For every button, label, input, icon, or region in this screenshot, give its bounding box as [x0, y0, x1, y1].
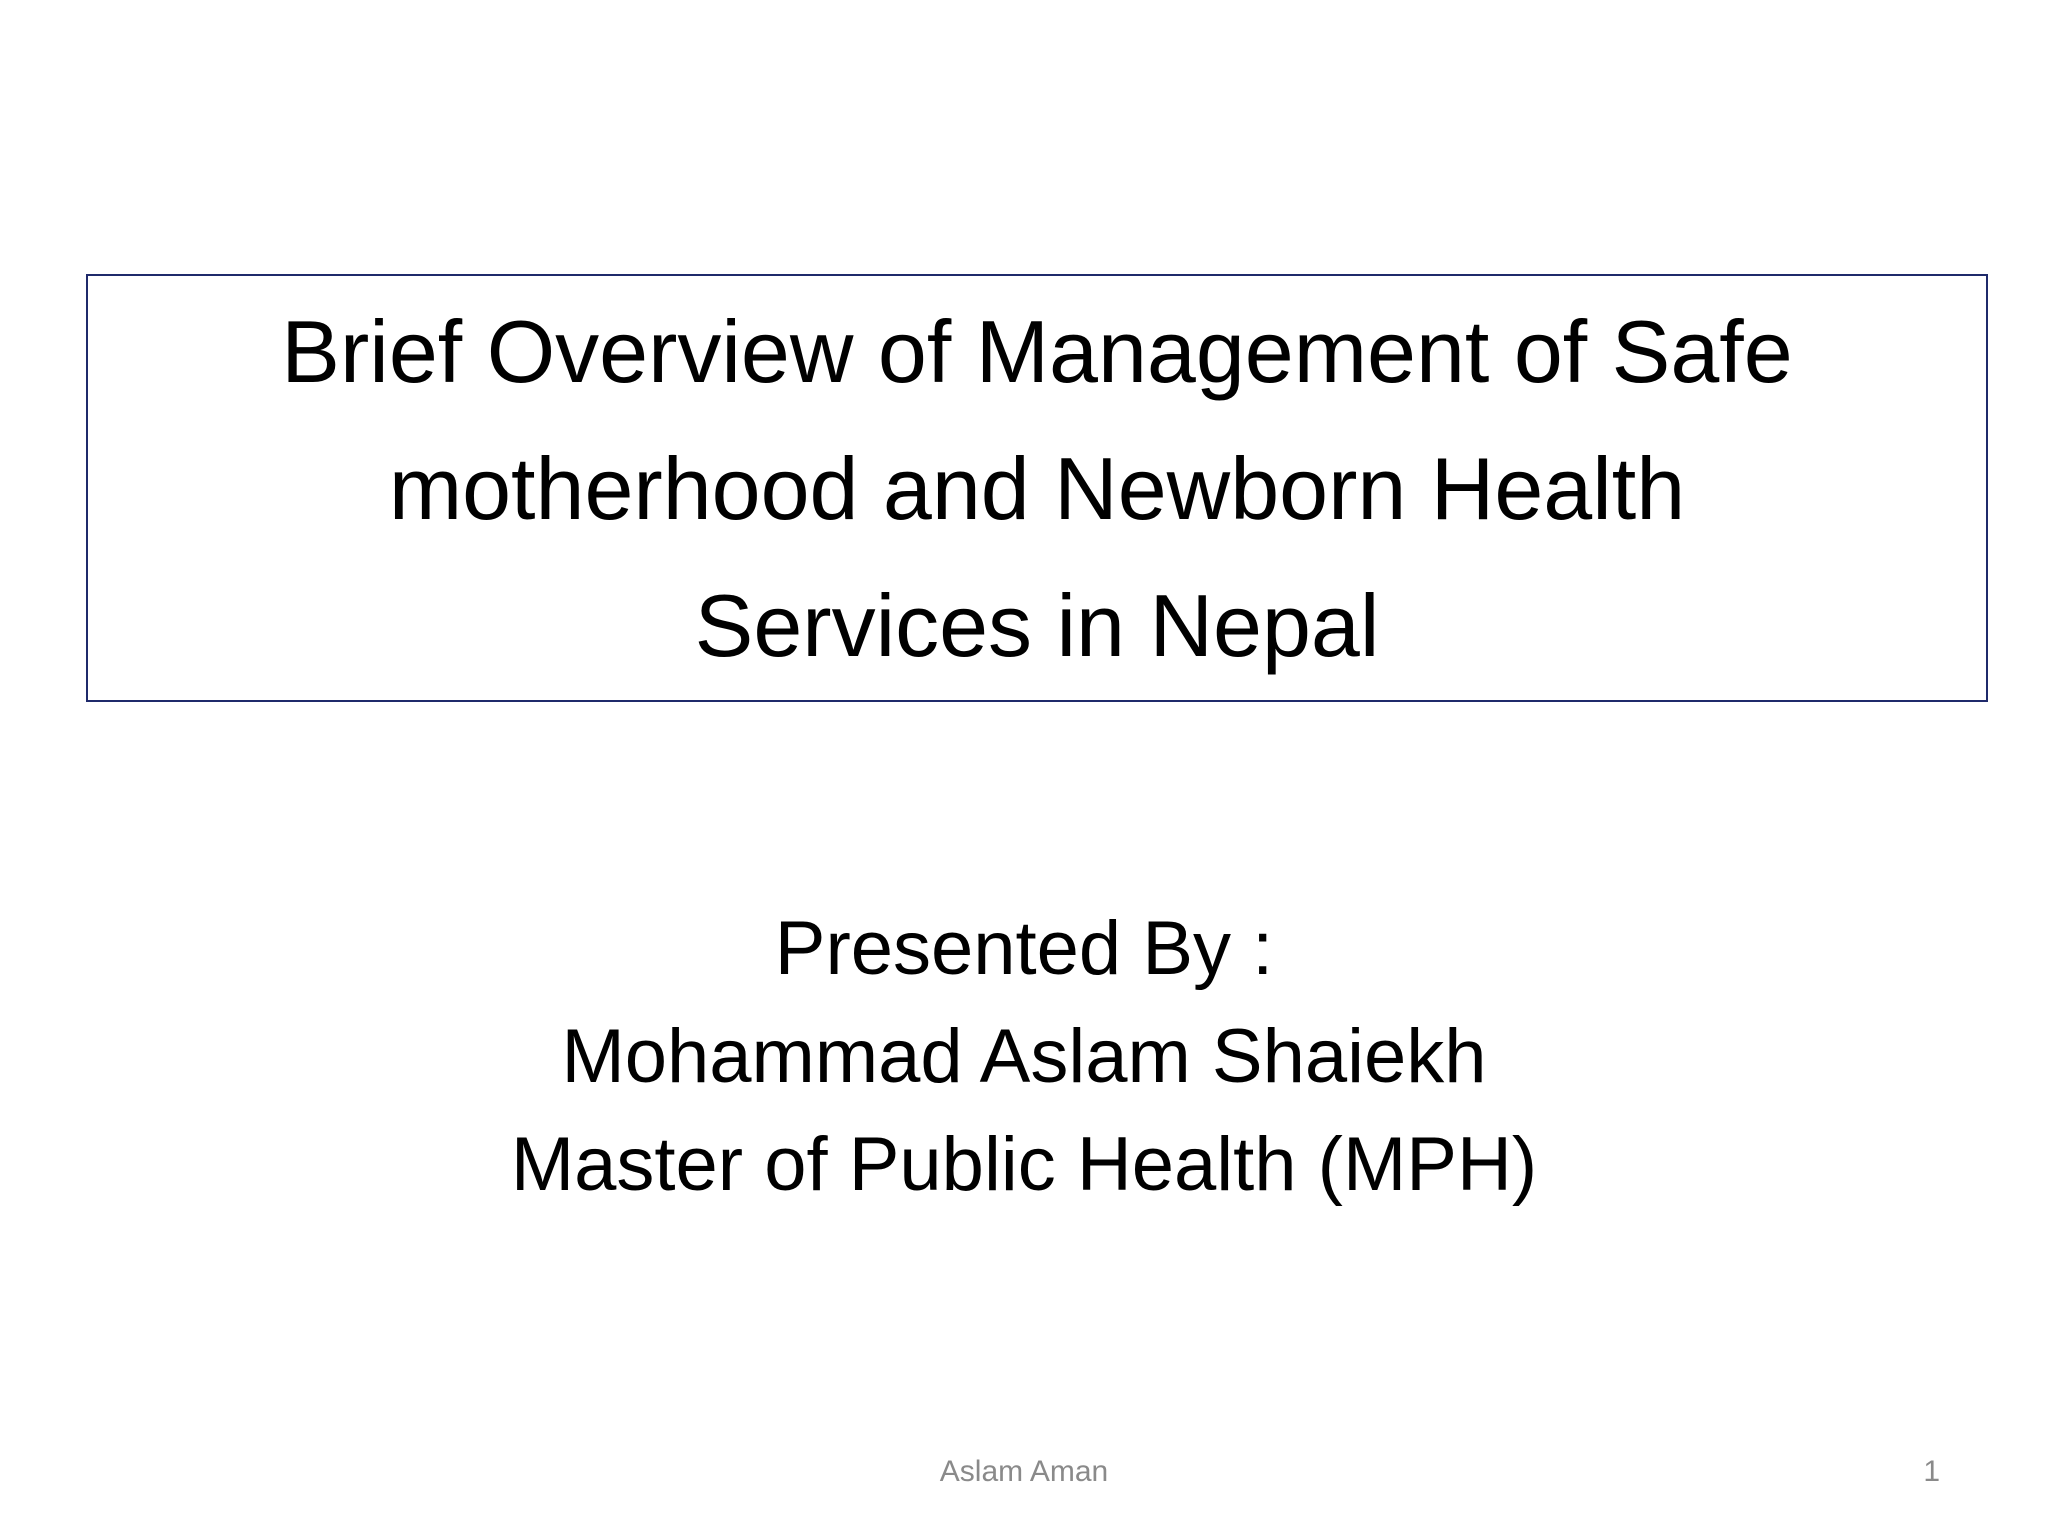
title-line-2: motherhood and Newborn Health — [388, 438, 1686, 538]
slide-footer: Aslam Aman — [939, 1455, 1109, 1488]
title-line-1: Brief Overview of Management of Safe — [281, 301, 1793, 401]
presenter-block — [224, 895, 1824, 1219]
slide-number: 1 — [1923, 1455, 1940, 1488]
slide-title — [97, 283, 1977, 694]
presenter-name: Mohammad Aslam Shaiekh — [561, 1014, 1487, 1099]
title-line-3: Services in Nepal — [694, 575, 1380, 675]
presented-by-label: Presented By : — [774, 906, 1274, 991]
title-box — [86, 274, 1988, 702]
presenter-degree: Master of Public Health (MPH) — [510, 1122, 1538, 1207]
